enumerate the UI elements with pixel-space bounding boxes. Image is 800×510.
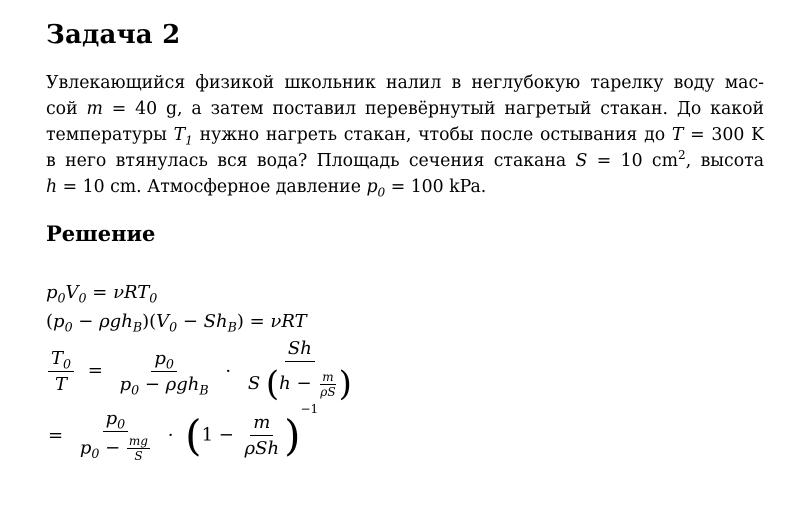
equation-4: = $p_0$ $p_0$ − $\frac{mg}{S}$ · (1 − $\frac{m}{\text{ρSh}}$ )$^{-1}$ [48, 402, 319, 463]
mass-value: 40 g [135, 99, 178, 119]
problem-statement [46, 70, 764, 200]
height-value: 10 cm [82, 177, 137, 197]
problem-line-4: в него втянулась вся вода? Площадь сечения стакана S = 10 $cm^2$, высота [46, 148, 764, 171]
problem-line-1: Увлекающийся физикой школьник налил в неглубокую тарелку воду мас- [46, 73, 764, 93]
equation-1: $p_0V_0 = \nu RT_0$ [46, 282, 158, 306]
problem-line-3: температуры $T_1$ нужно нагреть стакан, чтобы после остывания до T = 300 K [46, 125, 764, 148]
pressure-value: 100 kPa [410, 177, 481, 197]
equation-2: $(p_0 - \rho gh_B)(V_0 - Sh_B) = \nu RT$ [46, 311, 307, 335]
problem-line-2: сой m = 40 g, а затем поставил перевёрнутый нагретый стакан. До какой [46, 99, 764, 119]
task-title: Задача 2 [46, 20, 181, 50]
area-value: 10 cm [620, 151, 678, 171]
solution-title: Решение [46, 221, 156, 246]
equation-3: $\frac{T_0}{T}$ = $\frac{p_0}{p_0 - \rho gh_B}$ · Sh S (h − $\frac{m}{\rho S}$ ) [46, 338, 357, 404]
problem-line-5: h = 10 cm. Атмосферное давление $p_0 = 100$ kPa. [46, 177, 487, 200]
temperature-value: 300 K [711, 125, 764, 145]
